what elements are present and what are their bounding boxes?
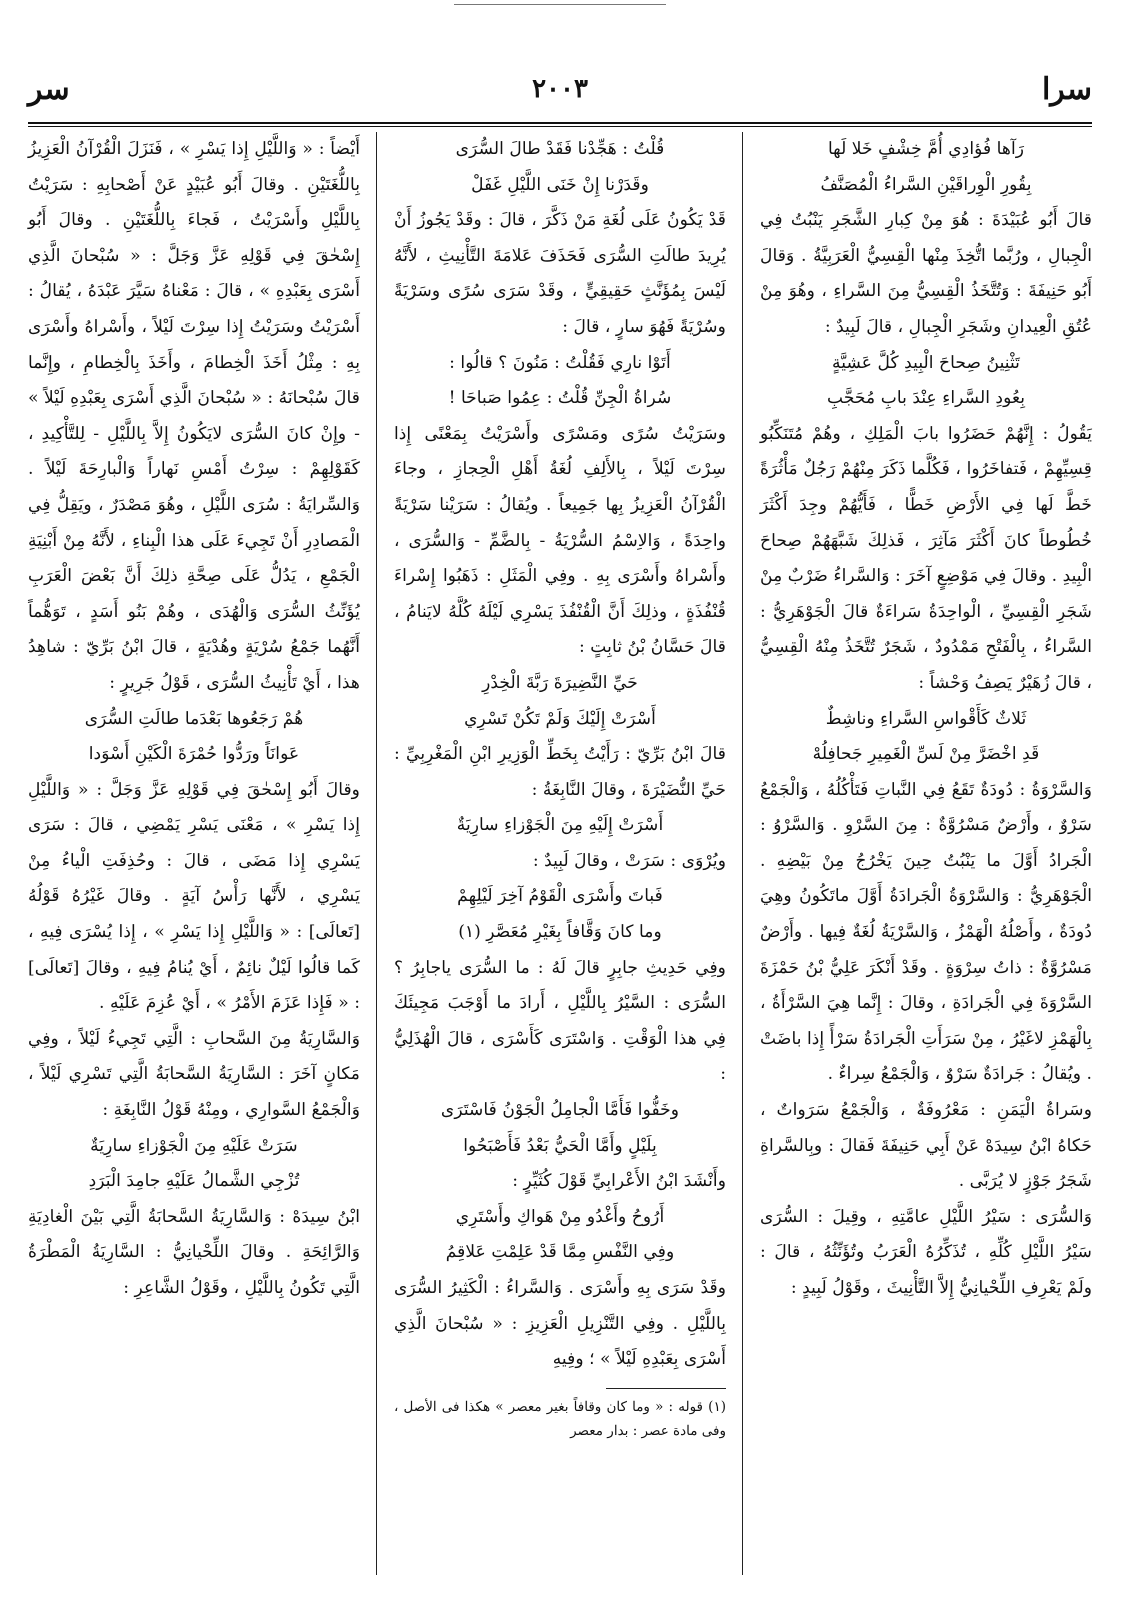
page-number: ٢٠٠٣ bbox=[532, 74, 588, 104]
verse-line: سَرَتْ عَلَيْهِ مِنَ الْجَوْزاءِ سارِيَةٌ bbox=[90, 1135, 298, 1156]
paragraph: ابْنُ سِيدَهْ : وَالسَّارِيَةُ السَّحابَةُ الَّتِي بَيْنَ الْغادِيَةِ وَالرَّائِحَةِ . وقالَ اللِّحْيانِيُّ : السَّارِيَةُ الْمَطْرَةُ الَّتِي تَكُونُ بِاللَّيْلِ ، وقَوْلُ الشَّاعِرِ : bbox=[22, 1206, 360, 1298]
verse-line: سُراةُ الْجِنِّ قُلْتُ : عِمُوا صَباحَا ! bbox=[448, 388, 672, 409]
verse-line: وفِي النَّفْسِ مِمَّا قَدْ عَلِمْتِ عَلاقِمُ bbox=[445, 1242, 675, 1263]
verse-line: أَرُوحُ وأَغْدُو مِنْ هَواكِ وأَسْتَرِي bbox=[455, 1206, 665, 1227]
verse-line: فَباتَ وأَسْرَى الْقَوْمُ آخِرَ لَيْلِهِمْ bbox=[457, 886, 663, 907]
paragraph: وأَنْشَدَ ابْنُ الأَعْرابِيِّ قَوْلَ كُثَيِّرٍ : bbox=[512, 1171, 726, 1192]
verse-line: قَدِ اخْضَرَّ مِنْ لَسِّ الْغَمِيرِ جَحافِلُهْ bbox=[812, 744, 1040, 765]
verse-line: أَسْرَتْ إِلَيْهِ مِنَ الْجَوْزاءِ سارِيَةٌ bbox=[456, 815, 664, 836]
column-divider bbox=[742, 132, 743, 1575]
header-entry-word: سرا bbox=[1041, 72, 1092, 107]
column-left bbox=[22, 132, 360, 1575]
paragraph: قالَ ابْنُ بَرِّيّ : رَأَيْتُ بِخَطِّ الْوَزِيرِ ابْنِ الْمَغْرِبِيِّ : حَيِّ النُّضَيْرَةَ ، وقالَ النَّابِغَةُ : bbox=[388, 744, 726, 800]
verse-line: هُمْ رَجَعُوها بَعْدَما طالَتِ السُّرَى bbox=[84, 708, 304, 729]
paragraph: وَالسَّارِيَةُ مِنَ السَّحابِ : الَّتِي تَجِيءُ لَيْلاً ، وفِي مَكانٍ آخَرَ : السَّارِيَةُ السَّحابَةُ الَّتِي تَسْرِي لَيْلاً ، وَالْجَمْعُ السَّوارِي ، ومِنْهُ قَوْلُ النَّابِغَةِ : bbox=[22, 1028, 360, 1121]
paragraph: ويُرْوَى : سَرَتْ ، وقالَ لَبِيدٌ : bbox=[532, 850, 726, 871]
verse-line: رَآها فُؤادِي أُمَّ خِشْفٍ خَلا لَها bbox=[827, 139, 1025, 159]
verse-line: بِقُورِ الْوِراقَيْنِ السَّراءُ الْمُصَنَّفُ bbox=[820, 174, 1032, 195]
verse-line: تُزْجِي الشَّمالُ عَلَيْهِ جامِدَ الْبَرَدِ bbox=[88, 1171, 300, 1192]
verse-line: حَيِّ النَّضِيرَةَ رَبَّةَ الْخِدْرِ bbox=[482, 672, 638, 693]
paragraph: وقالَ أَبُو إِسْحٰقَ فِي قَوْلِهِ عَزَّ وَجَلَّ : « وَاللَّيْلِ إِذا يَسْرِ » ، مَعْنَى يَسْرِ يَمْضِي ، قالَ : سَرَى يَسْرِي إِذا مَضَى ، قالَ : وحُذِفَتِ الْياءُ مِنْ يَسْرِي ، لأَنَّها رَأْسُ آيَةٍ . وقالَ غَيْرُهُ قَوْلُهُ [تَعالَى] : « وَاللَّيْلِ إِذا يَسْرِ » ، إِذا يُسْرَى فِيهِ ، كَما قالُوا لَيْلٌ نائِمٌ ، أَيْ يُنامُ فِيهِ ، وقالَ [تَعالَى] : « فَإِذا عَزَمَ الأَمْرُ » ، أَيْ عُزِمَ عَلَيْهِ . bbox=[22, 779, 360, 1014]
dictionary-page bbox=[22, 40, 1092, 1575]
paragraph: وَالسَّرْوَةُ : دُودَةٌ تَقَعُ فِي النَّباتِ فَتَأْكُلُهُ ، وَالْجَمْعُ سَرْوٌ ، وأَرْضٌ مَسْرُوَّةٌ : مِنَ السَّرْوِ . وَالسَّرْوُ : الْجَرادُ أَوَّلَ ما يَنْبُتُ حِينَ يَخْرُجُ مِنْ بَيْضِهِ . الْجَوْهَرِيُّ : وَالسَّرْوَةُ الْجَرادَةُ أَوَّلَ ماتَكُونُ وهِيَ دُودَةٌ ، وأَصْلُهُ الْهَمْزُ ، وَالسَّرْيَةُ لُغَةٌ فِيها . وأَرْضٌ مَسْرُوَّةٌ : ذاتُ سِرْوَةٍ . وقَدْ أَنْكَرَ عَلِيُّ بْنُ حَمْزَةَ السَّرْوَةَ فِي الْجَرادَةِ ، وقالَ : إِنَّما هِيَ السَّرْأَةُ ، بِالْهَمْزِ لاغَيْرُ ، مِنْ سَرَأَتِ الْجَرادَةُ سَرْأً إِذا باضَتْ . ويُقالُ : جَرادَةٌ سَرْوٌ ، وَالْجَمْعُ سِراءٌ . bbox=[754, 779, 1092, 1085]
paragraph: قَدْ يَكُونُ عَلَى لُغَةِ مَنْ ذَكَّرَ ، قالَ : وقَدْ يَجُوزُ أَنْ يُرِيدَ طالَتِ السُّرَى فَحَذَفَ عَلامَةَ التَّأْنِيثِ ، لأَنَّهُ لَيْسَ بِمُؤَنَّثٍ حَقِيقِيٍّ ، وقَدْ سَرَى سُرًى وسَرْيَةً وسُرْيَةً فَهُوَ سارٍ ، قالَ : bbox=[388, 210, 726, 337]
paragraph: وقَدْ سَرَى بِهِ وأَسْرَى . وَالسَّراءُ : الْكَثِيرُ السُّرَى بِاللَّيْلِ . وفِي التَّنْزِيلِ الْعَزِيزِ : « سُبْحانَ الَّذِي أَسْرَى بِعَبْدِهِ لَيْلاً » ؛ وفِيهِ bbox=[388, 1278, 726, 1370]
column-divider bbox=[376, 132, 377, 1575]
paragraph: وسَرَيْتُ سُرًى ومَسْرًى وأَسْرَيْتُ بِمَعْنًى إِذا سِرْتَ لَيْلاً ، بِالأَلِفِ لُغَةُ أَهْلِ الْحِجازِ ، وجاءَ الْقُرْآنُ الْعَزِيزُ بِها جَمِيعاً . ويُقالُ : سَرَيْنا سَرْيَةً واحِدَةً ، وَالاِسْمُ السُّرْيَةُ - بِالضَّمِّ - وَالسُّرَى ، وأَسْراهُ وأَسْرَى بِهِ . وفِي الْمَثَلِ : ذَهَبُوا إِسْراءَ قُنْفُذَةٍ ، وذلِكَ أَنَّ الْقُنْفُذَ يَسْرِي لَيْلَهُ كُلَّهُ لايَنامُ ، قالَ حَسَّانُ بْنُ ثابِتٍ : bbox=[388, 423, 726, 658]
page-header bbox=[28, 72, 1092, 112]
verse-line: بِعُودِ السَّراءِ عِنْدَ بابِ مُحَجَّبِ bbox=[826, 388, 1026, 409]
verse-line: أَتَوْا نارِي فَقُلْتُ : مَنُونَ ؟ قالُوا : bbox=[449, 352, 671, 373]
paragraph: يَقُولُ : إِنَّهُمْ حَضَرُوا بابَ الْمَلِكِ ، وهُمْ مُتَنَكِّبُو قِسِيِّهِمْ ، فَتفاخَرُوا ، فَكُلَّما ذَكَرَ مِنْهُمْ رَجُلٌ مَأْثُرَةً خَطَّ لَها فِي الأَرْضِ خَطًّا ، فَأَيُّهُمْ وجِدَ أَكْثَرَ خُطُوطاً كانَ أَكْثَرَ مَآثِرَ ، فَذلِكَ شَبَّهَهُمْ صِحاحَ الْبِيدِ . وقالَ فِي مَوْضِعٍ آخَرَ : وَالسَّراءُ ضَرْبٌ مِنْ شَجَرِ الْقِسِيِّ ، الْواحِدَةُ سَراءَةٌ قالَ الْجَوْهَرِيُّ : السَّراءُ ، بِالْفَتْحِ مَمْدُودٌ ، شَجَرٌ تُتَّخَذُ مِنْهُ الْقِسِيُّ ، قالَ زُهَيْرٌ يَصِفُ وَحْشاً : bbox=[754, 423, 1092, 693]
verse-line: عَوانَاً ورَدُّوا حُمْرَةَ الْكَيْنِ أَسْوَدا bbox=[88, 744, 300, 765]
verse-line: بِلَيْلٍ وأَمَّا الْحَيُّ بَعْدُ فَأَصْبَحُوا bbox=[463, 1135, 657, 1156]
paragraph: وسَراةُ الْيَمَنِ : مَعْرُوفَةٌ ، وَالْجَمْعُ سَرَواتٌ ، حَكاهُ ابْنُ سِيدَهْ عَنْ أَبِي حَنِيفَةَ فَقالَ : وبِالسَّراةِ شَجَرُ جَوْزٍ لا يُرَبَّى . bbox=[754, 1100, 1092, 1192]
verse-line: وقَدَرْنا إِنْ خَنَى اللَّيْلِ غَفَلْ bbox=[471, 174, 649, 195]
verse-line: قُلْتُ : هَجِّدْنا فَقَدْ طالَ السُّرَى bbox=[455, 139, 665, 159]
paragraph: قالَ أَبُو عُبَيْدَةَ : هُوَ مِنْ كِبارِ الشَّجَرِ يَنْبُتُ فِي الْجِبالِ ، ورُبَّما اتُّخِذَ مِنْها الْقِسِيُّ الْعَرَبِيَّةُ . وَقالَ أَبُو حَنِيفَةَ : وَتُتَّخَذُ الْقِسِيُّ مِنَ السَّراءِ ، وهُوَ مِنْ عُتُقِ الْعِيدانِ وشَجَرِ الْجِبالِ ، قالَ لَبِيدٌ : bbox=[754, 210, 1092, 337]
header-rule-thin bbox=[28, 126, 1092, 127]
footnote: (١) قوله : « وما كان وقافاً بغير معصر » هكذا فى الأصل ، وفى مادة عصر : بدار معصر bbox=[389, 1398, 726, 1439]
header-rule bbox=[28, 122, 1092, 124]
header-root-word: سر bbox=[28, 72, 70, 107]
top-edge-line bbox=[454, 4, 667, 5]
verse-line: ثَلاثٌ كَأَقْواسِ السَّراءِ وناشِطٌ bbox=[825, 708, 1027, 729]
paragraph: أَيْضاً : « وَاللَّيْلِ إِذا يَسْرِ » ، فَنَزَلَ الْقُرْآنُ الْعَزِيزُ بِاللُّغَتَيْنِ . وقالَ أَبُو عُبَيْدٍ عَنْ أَصْحابِهِ : سَرَيْتُ بِاللَّيْلِ وأَسْرَيْتُ ، فَجاءَ بِاللُّغَتَيْنِ . وقالَ أَبُو إِسْحٰقَ فِي قَوْلِهِ عَزَّ وَجَلَّ : « سُبْحانَ الَّذِي أَسْرَى بِعَبْدِهِ » ، قالَ : مَعْناهُ سَيَّرَ عَبْدَهُ ، يُقالُ : أَسْرَيْتُ وسَرَيْتُ إِذا سِرْتَ لَيْلاً ، وأَسْراهُ وأَسْرَى بِهِ : مِثْلُ أَخَذَ الْخِطامَ ، وأَخَذَ بِالْخِطامِ ، وإِنَّما قالَ سُبْحانَهُ : « سُبْحانَ الَّذِي أَسْرَى بِعَبْدِهِ لَيْلاً » - وإِنْ كانَ السُّرَى لايَكُونُ إِلاَّ بِاللَّيْلِ - لِلتَّأْكِيدِ ، كَقَوْلِهِمْ : سِرْتُ أَمْسِ نَهاراً وَالْبارِحَةَ لَيْلاً . وَالسِّرايَةُ : سُرَى اللَّيْلِ ، وهُوَ مَصْدَرٌ ، ويَقِلُّ فِي الْمَصادِرِ أَنْ تَجِيءَ عَلَى هذا الْبِناءِ ، لأَنَّهُ مِنْ أَبْنِيَةِ الْجَمْعِ ، يَدُلُّ عَلَى صِحَّةِ ذلِكَ أَنَّ بَعْضَ الْعَرَبِ يُؤَنِّثُ السُّرَى وَالْهُدَى ، وهُمْ بَنُو أَسَدٍ ، تَوَهُّماً أَنَّهُما جَمْعُ سُرْيَةٍ وهُدْيَةٍ ، قالَ ابْنُ بَرِّيّ : شاهِدُ هذا ، أَيْ تَأْنِيثُ السُّرَى ، قَوْلُ جَرِيرٍ : bbox=[22, 139, 360, 693]
column-middle bbox=[388, 132, 726, 1575]
paragraph: وَالسُّرَى : سَيْرُ اللَّيْلِ عامَّتِهِ ، وقِيلَ : السُّرَى سَيْرُ اللَّيْلِ كُلِّهِ ، تُذَكِّرُهُ الْعَرَبُ وتُؤَنِّثُهُ ، قالَ : ولَمْ يَعْرِفِ اللِّحْيانِيُّ إِلاَّ التَّأْنِيثَ ، وقَوْلُ لَبِيدٍ : bbox=[754, 1206, 1092, 1298]
text-columns bbox=[22, 132, 1092, 1575]
verse-line: وما كانَ وَقَّافاً بِغَيْرِ مُعَصَّرِ (١) bbox=[458, 922, 662, 943]
paragraph: وفِي حَدِيثِ جابِرٍ قالَ لَهُ : ما السُّرَى ياجابِرُ ؟ السُّرَى : السَّيْرُ بِاللَّيْلِ ، أَرادَ ما أَوْجَبَ مَجِيئَكَ فِي هذا الْوَقْتِ . وَاسْتَرَى كَأَسْرَى ، قالَ الْهُذَلِيُّ : bbox=[388, 957, 726, 1085]
verse-line: تَثْنِينُ صِحاحَ الْبِيدِ كُلَّ عَشِيَّةٍ bbox=[832, 352, 1020, 373]
column-right bbox=[754, 132, 1092, 1575]
verse-line: أَسْرَتْ إِلَيْكَ وَلَمْ تَكُنْ تَسْرِي bbox=[464, 708, 656, 729]
footnote-rule bbox=[606, 1388, 726, 1389]
verse-line: وخَفُّوا فَأَمَّا الْجامِلُ الْجَوْنُ فَاسْتَرَى bbox=[440, 1100, 680, 1121]
